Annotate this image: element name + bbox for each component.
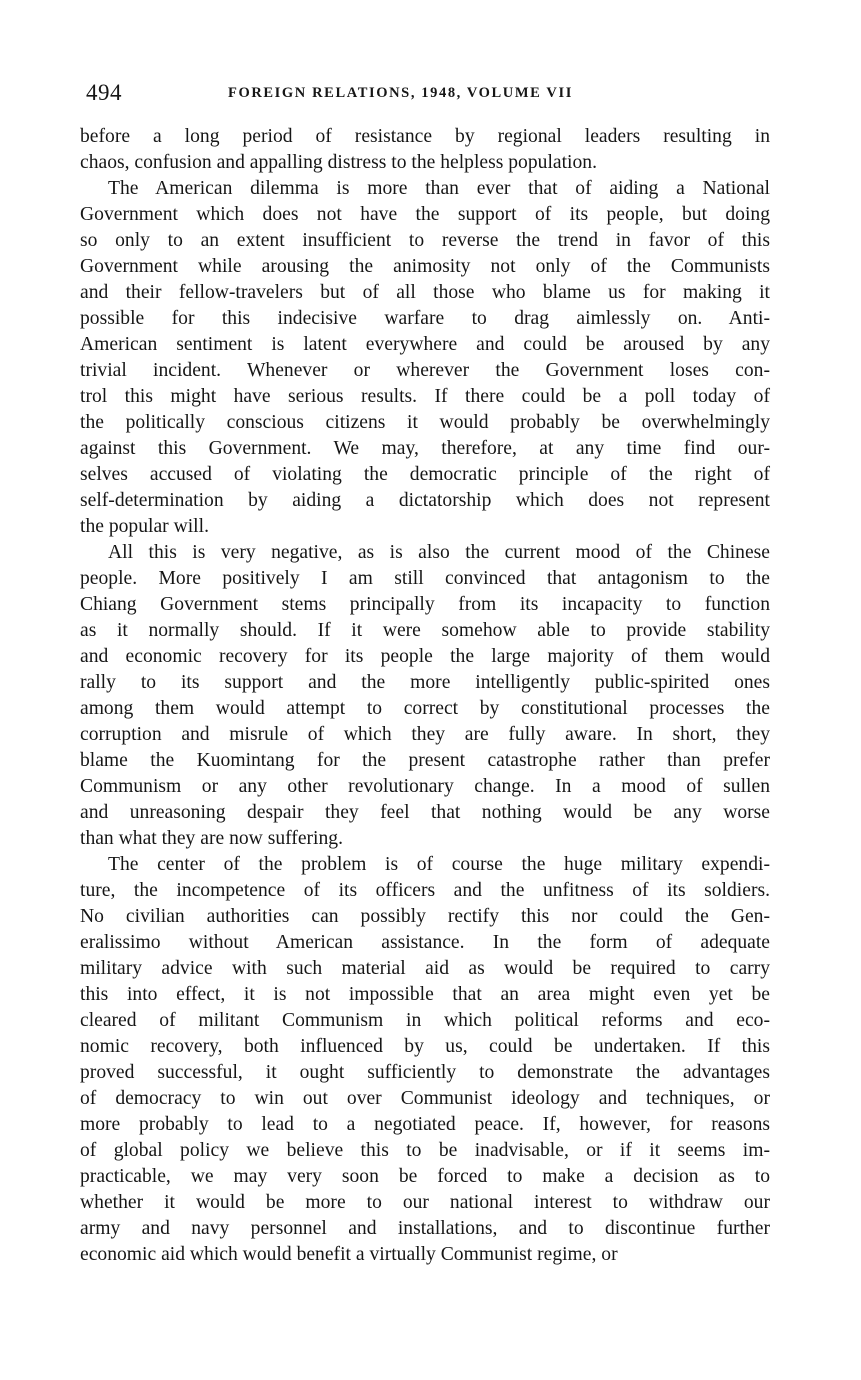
text-line: against this Government. We may, therefore, at any time find our- bbox=[80, 438, 770, 459]
text-line: practicable, we may very soon be forced to make a decision as to bbox=[80, 1166, 770, 1187]
running-head: FOREIGN RELATIONS, 1948, VOLUME VII bbox=[228, 85, 573, 101]
text-line: this into effect, it is not impossible that an area might even yet be bbox=[80, 984, 770, 1005]
text-line: of global policy we believe this to be inadvisable, or if it seems im- bbox=[80, 1140, 770, 1161]
body-text bbox=[80, 124, 776, 1268]
text-line: Communism or any other revolutionary change. In a mood of sullen bbox=[80, 776, 770, 797]
text-line: nomic recovery, both influenced by us, could be undertaken. If this bbox=[80, 1036, 770, 1057]
text-line: so only to an extent insufficient to reverse the trend in favor of this bbox=[80, 230, 770, 251]
text-line: of democracy to win out over Communist ideology and techniques, or bbox=[80, 1088, 770, 1109]
text-line: selves accused of violating the democratic principle of the right of bbox=[80, 464, 770, 485]
text-line: trol this might have serious results. If there could be a poll today of bbox=[80, 386, 770, 407]
text-line: Chiang Government stems principally from its incapacity to function bbox=[80, 594, 770, 615]
paragraph bbox=[80, 124, 776, 176]
text-line: self-determination by aiding a dictatorship which does not represent bbox=[80, 490, 770, 511]
text-line: ture, the incompetence of its officers and the unfitness of its soldiers. bbox=[80, 880, 770, 901]
text-line: than what they are now suffering. bbox=[80, 828, 343, 849]
paragraph bbox=[80, 540, 776, 852]
text-line: The center of the problem is of course the huge military expendi- bbox=[108, 854, 770, 875]
text-line: people. More positively I am still convinced that antagonism to the bbox=[80, 568, 770, 589]
text-line: among them would attempt to correct by constitutional processes the bbox=[80, 698, 770, 719]
text-line: as it normally should. If it were somehow able to provide stability bbox=[80, 620, 770, 641]
paragraph bbox=[80, 852, 776, 1268]
text-line: Government while arousing the animosity not only of the Communists bbox=[80, 256, 770, 277]
text-line: possible for this indecisive warfare to drag aimlessly on. Anti- bbox=[80, 308, 770, 329]
text-line: and economic recovery for its people the large majority of them would bbox=[80, 646, 770, 667]
text-line: No civilian authorities can possibly rectify this nor could the Gen- bbox=[80, 906, 770, 927]
text-line: the popular will. bbox=[80, 516, 209, 537]
page-number: 494 bbox=[86, 80, 122, 105]
text-line: military advice with such material aid as would be required to carry bbox=[80, 958, 770, 979]
text-line: corruption and misrule of which they are fully aware. In short, they bbox=[80, 724, 770, 745]
text-line: blame the Kuomintang for the present catastrophe rather than prefer bbox=[80, 750, 770, 771]
text-line: army and navy personnel and installations, and to discontinue further bbox=[80, 1218, 770, 1239]
text-line: All this is very negative, as is also the current mood of the Chinese bbox=[108, 542, 770, 563]
text-line: and their fellow-travelers but of all those who blame us for making it bbox=[80, 282, 770, 303]
text-line: rally to its support and the more intelligently public-spirited ones bbox=[80, 672, 770, 693]
text-line: chaos, confusion and appalling distress to the helpless population. bbox=[80, 152, 597, 173]
text-line: trivial incident. Whenever or wherever the Government loses con- bbox=[80, 360, 770, 381]
text-line: whether it would be more to our national interest to withdraw our bbox=[80, 1192, 770, 1213]
text-line: and unreasoning despair they feel that nothing would be any worse bbox=[80, 802, 770, 823]
text-line: American sentiment is latent everywhere and could be aroused by any bbox=[80, 334, 770, 355]
text-line: The American dilemma is more than ever that of aiding a National bbox=[108, 178, 770, 199]
page-header bbox=[86, 80, 776, 106]
text-line: eralissimo without American assistance. In the form of adequate bbox=[80, 932, 770, 953]
text-line: Government which does not have the support of its people, but doing bbox=[80, 204, 770, 225]
text-line: proved successful, it ought sufficiently to demonstrate the advantages bbox=[80, 1062, 770, 1083]
text-line: economic aid which would benefit a virtually Communist regime, or bbox=[80, 1244, 618, 1265]
paragraph bbox=[80, 176, 776, 540]
text-line: the politically conscious citizens it would probably be overwhelmingly bbox=[80, 412, 770, 433]
text-line: cleared of militant Communism in which political reforms and eco- bbox=[80, 1010, 770, 1031]
text-line: more probably to lead to a negotiated peace. If, however, for reasons bbox=[80, 1114, 770, 1135]
text-line: before a long period of resistance by regional leaders resulting in bbox=[80, 126, 770, 147]
